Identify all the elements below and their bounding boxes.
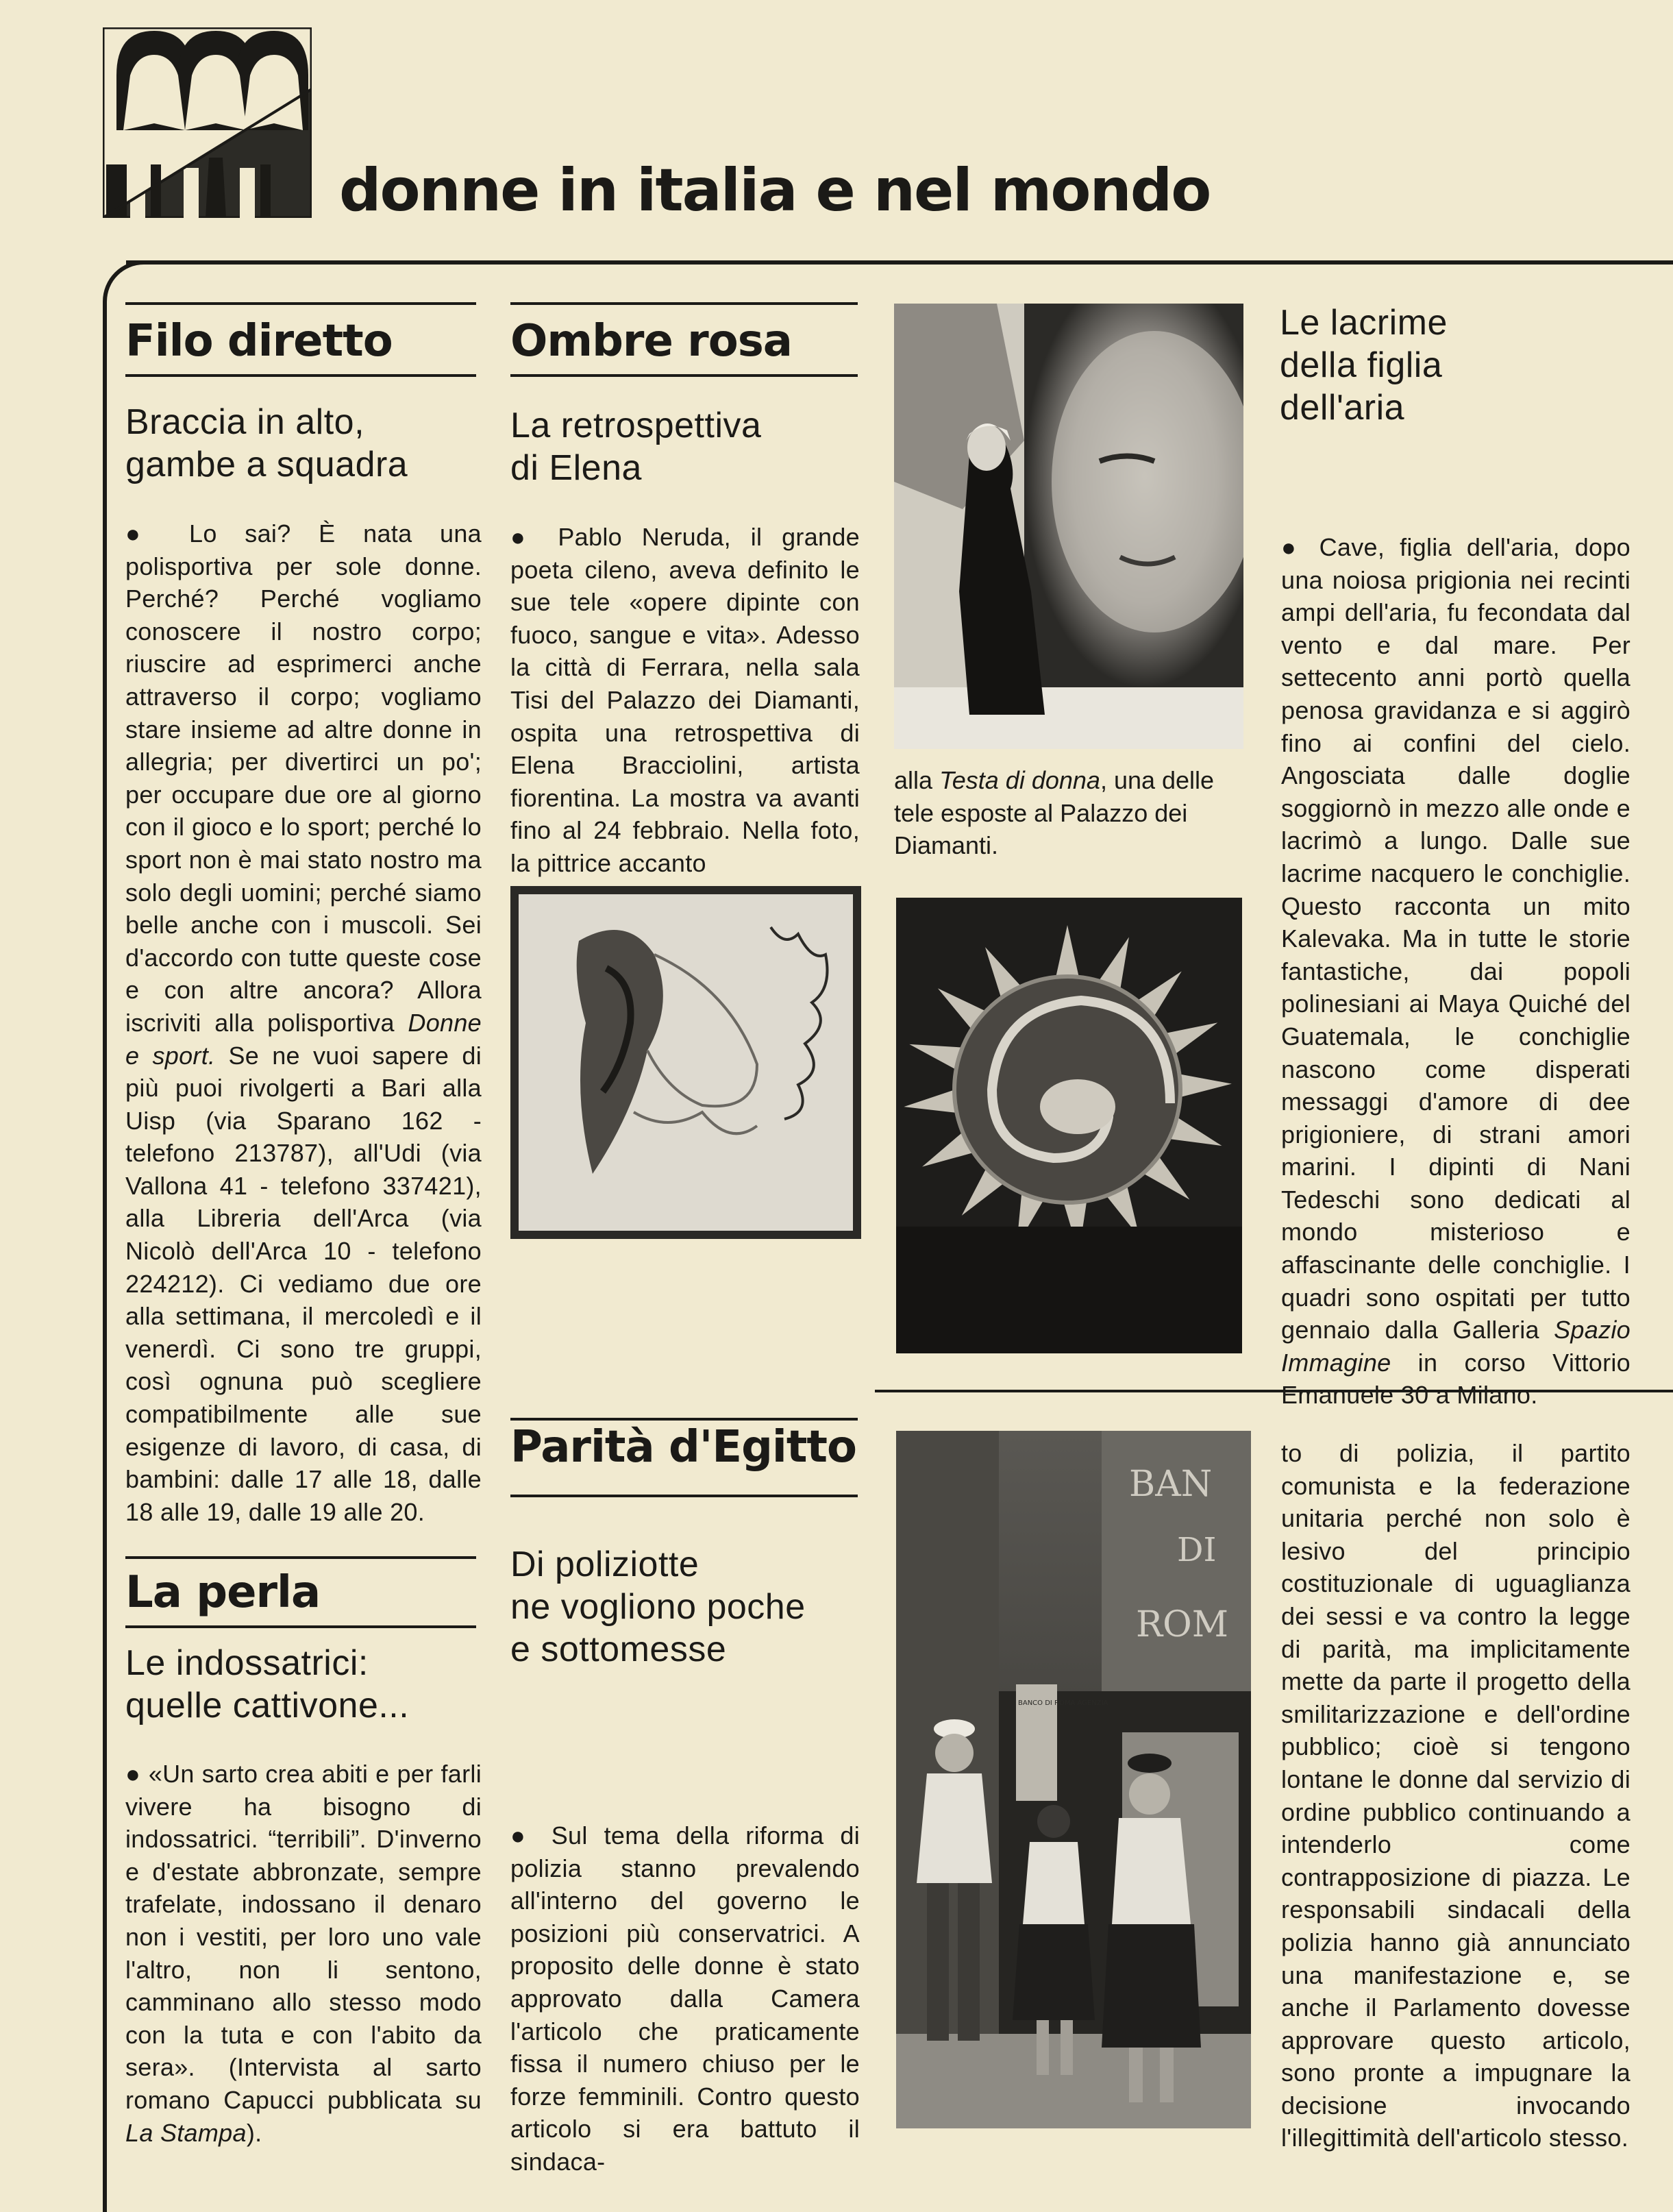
parita-subtitle <box>510 1543 867 1671</box>
parita-body-right <box>1281 1437 1631 2154</box>
ombre-rosa-rule-top <box>510 302 858 305</box>
frame-top-rule <box>126 260 1673 265</box>
parita-subtitle-line-2: ne vogliono poche <box>510 1587 806 1627</box>
la-perla-subtitle-line-1: Le indossatrici: <box>125 1643 369 1683</box>
filo-diretto-subtitle-line-2: gambe a squadra <box>125 445 408 484</box>
ombre-rosa-title: Ombre rosa <box>510 316 792 367</box>
three-women-logo <box>103 27 312 218</box>
ombre-rosa-subtitle-line-2: di Elena <box>510 448 642 488</box>
filo-diretto-body-rest: Se ne vuoi sapere di più puoi rivolgerti a Bari alla Uisp (via Sparano 162 - telefono 213787), all'Udi (via Vallona 41 - telefono 337421), alla Libreria dell'Arca (via Nicolò dell'Arca 10 - telefono 224212). Ci vediamo due ore alla settimana, il mercoledì e il venerdì. Ci sono tre gruppi, così ognuna può scegliere compatibilmente alle sue esigenze di lavoro, di casa, di bambini: dalle 17 alle 18, dalle 18 alle 19, dalle 19 alle 20. <box>125 1041 482 1526</box>
painter-photo <box>894 304 1243 749</box>
la-perla-subtitle-line-2: quelle cattivone... <box>125 1686 410 1725</box>
bullet: ● <box>510 523 538 551</box>
filo-diretto-rule-bottom <box>125 374 476 377</box>
frame-left-rule <box>103 302 107 2212</box>
policewomen-photo <box>896 1431 1251 2128</box>
shell-drawing-photo <box>510 886 861 1239</box>
ombre-rosa-rule-bottom <box>510 374 858 377</box>
shell-painting-photo <box>896 898 1242 1353</box>
parita-body-left-text: Sul tema della riforma di polizia stanno prevalendo all'interno del governo le posizioni più conservatrici. A proposito delle donne è stato approvato dalla Camera l'articolo che praticamente fissa il numero chiuso per le forze femminili. Contro questo articolo si era battuto il sindaca- <box>510 1821 860 2176</box>
la-perla-rule-bottom <box>125 1625 476 1628</box>
parita-body-right-text: to di polizia, il partito comunista e la federazione unitaria perché non solo è lesivo del principio costituzionale di uguaglianza dei sessi e va contro la legge di parità, ma implicitamente mette da parte il progetto della smilitarizzazione e dell'ordine pubblico; cioè si tengono lontane le donne dal servizio di ordine pubblico continuando a intenderlo come contrapposizione di piazza. Le responsabili sindacali della polizia hanno già annunciato una manifestazione e, se anche il Parlamento dovesse approvare questo articolo, sono pronte a impugnare la decisione invocando l'illegittimità dell'articolo stesso. <box>1281 1439 1631 2152</box>
filo-diretto-title: Filo diretto <box>125 316 393 367</box>
lacrime-subtitle-line-3: dell'aria <box>1280 388 1405 428</box>
la-perla-body <box>125 1758 482 2149</box>
ombre-rosa-body <box>510 521 860 880</box>
la-perla-body-end: ). <box>246 2118 262 2147</box>
bullet: ● <box>510 1821 535 1850</box>
la-perla-title: La perla <box>125 1567 321 1618</box>
parita-subtitle-line-3: e sottomesse <box>510 1630 727 1669</box>
la-perla-subtitle <box>125 1642 482 1727</box>
bullet: ● <box>1281 533 1304 561</box>
ombre-rosa-body-text: Pablo Neruda, il grande poeta cileno, aveva definito le sue tele «opere dipinte con fuoco, sangue e vita». Adesso la città di Ferrara, nella sala Tisi del Palazzo dei Diamanti, ospita una retrospettiva di Elena Bracciolini, artista fiorentina. La mostra va avanti fino al 24 febbraio. Nella foto, la pittrice accanto <box>510 523 860 877</box>
lacrime-subtitle <box>1280 302 1636 429</box>
bank-sign-line-2: DI <box>1177 1531 1217 1569</box>
lacrime-body-italic: Spazio Immagine <box>1281 1316 1631 1377</box>
section-title: donne in italia e nel mondo <box>339 156 1211 225</box>
la-perla-rule-top <box>125 1556 476 1559</box>
lacrime-body-lead: Cave, figlia dell'aria, dopo una noiosa prigionia nei recinti ampi dell'aria, fu fecondata dal vento e dal mare. Per settecento anni portò quella penosa gravidanza e si aggirò fino ai confini del cielo. Angosciata dalle doglie soggiornò in mezzo alle onde e lacrimò a lungo. Dalle sue lacrime nacquero le conchiglie. Questo racconta un mito Kalevaka. Ma in tutte le storie fantastiche, dai popoli polinesiani ai Maya Quiché del Guatemala, le conchiglie nascono come disperati messaggi d'amore di dee prigioniere, di strani amori marini. I dipinti di Nani Tedeschi sono dedicati al mondo misterioso e affascinante delle conchiglie. I quadri sono ospitati per tutto gennaio dalla Galleria <box>1281 533 1631 1344</box>
bullet: ● <box>125 519 162 548</box>
painter-photo-caption <box>894 764 1243 862</box>
frame-corner <box>103 260 162 319</box>
parita-title: Parità d'Egitto <box>510 1422 856 1473</box>
bank-plaque: BANCO DI ROMA AGENZIA <box>1018 1699 1108 1707</box>
la-perla-body-lead: «Un sarto crea abiti e per farli vivere ha bisogno di indossatrici. “terribili”. D'inverno e d'estate abbronzate, sempre trafelate, indossano il denaro non i vestiti, per loro uno vale l'altro, non li sentono, camminano allo stesso modo con la tuta e con l'abito da sera». (Intervista al sarto romano Capucci pubblicata su <box>125 1760 482 2114</box>
parita-body-left <box>510 1819 860 2178</box>
bullet: ● <box>125 1760 141 1788</box>
parita-rule-top <box>510 1418 858 1421</box>
la-perla-body-italic: La Stampa <box>125 2118 247 2147</box>
filo-diretto-body <box>125 517 482 1528</box>
parita-subtitle-line-1: Di poliziotte <box>510 1545 699 1584</box>
bank-sign-line-3: ROM <box>1136 1604 1229 1645</box>
filo-diretto-body-italic: Donne e sport. <box>125 1008 482 1070</box>
filo-diretto-rule-top <box>125 302 476 305</box>
lacrime-body-rest: in corso Vittorio Emanuele 30 a Milano. <box>1281 1348 1631 1410</box>
ombre-rosa-subtitle <box>510 404 867 489</box>
caption-rest: , una delle tele esposte al Palazzo dei Diamanti. <box>894 766 1215 860</box>
caption-italic: Testa di donna <box>939 766 1100 794</box>
filo-diretto-subtitle-line-1: Braccia in alto, <box>125 402 365 442</box>
ombre-rosa-subtitle-line-1: La retrospettiva <box>510 406 762 445</box>
filo-diretto-body-lead: Lo sai? È nata una polisportiva per sole donne. Perché? Perché vogliamo conoscere il nostro corpo; riuscire ad esprimerci anche attraverso il corpo; vogliamo stare insieme ad altre donne in allegria; per divertirci un po'; per occupare due ore al giorno con il gioco e lo sport; perché lo sport non è mai stato nostro ma solo degli uomini; perché siamo belle anche con i muscoli. Sei d'accordo con tutte queste cose e con altre ancora? Allora iscriviti alla polisportiva <box>125 519 482 1037</box>
lacrime-subtitle-line-1: Le lacrime <box>1280 303 1448 343</box>
parita-rule-bottom <box>510 1495 858 1497</box>
lacrime-subtitle-line-2: della figlia <box>1280 345 1443 385</box>
caption-lead: alla <box>894 766 933 794</box>
lacrime-body <box>1281 531 1631 1412</box>
filo-diretto-subtitle <box>125 401 482 486</box>
bank-sign-line-1: BAN <box>1129 1464 1213 1505</box>
